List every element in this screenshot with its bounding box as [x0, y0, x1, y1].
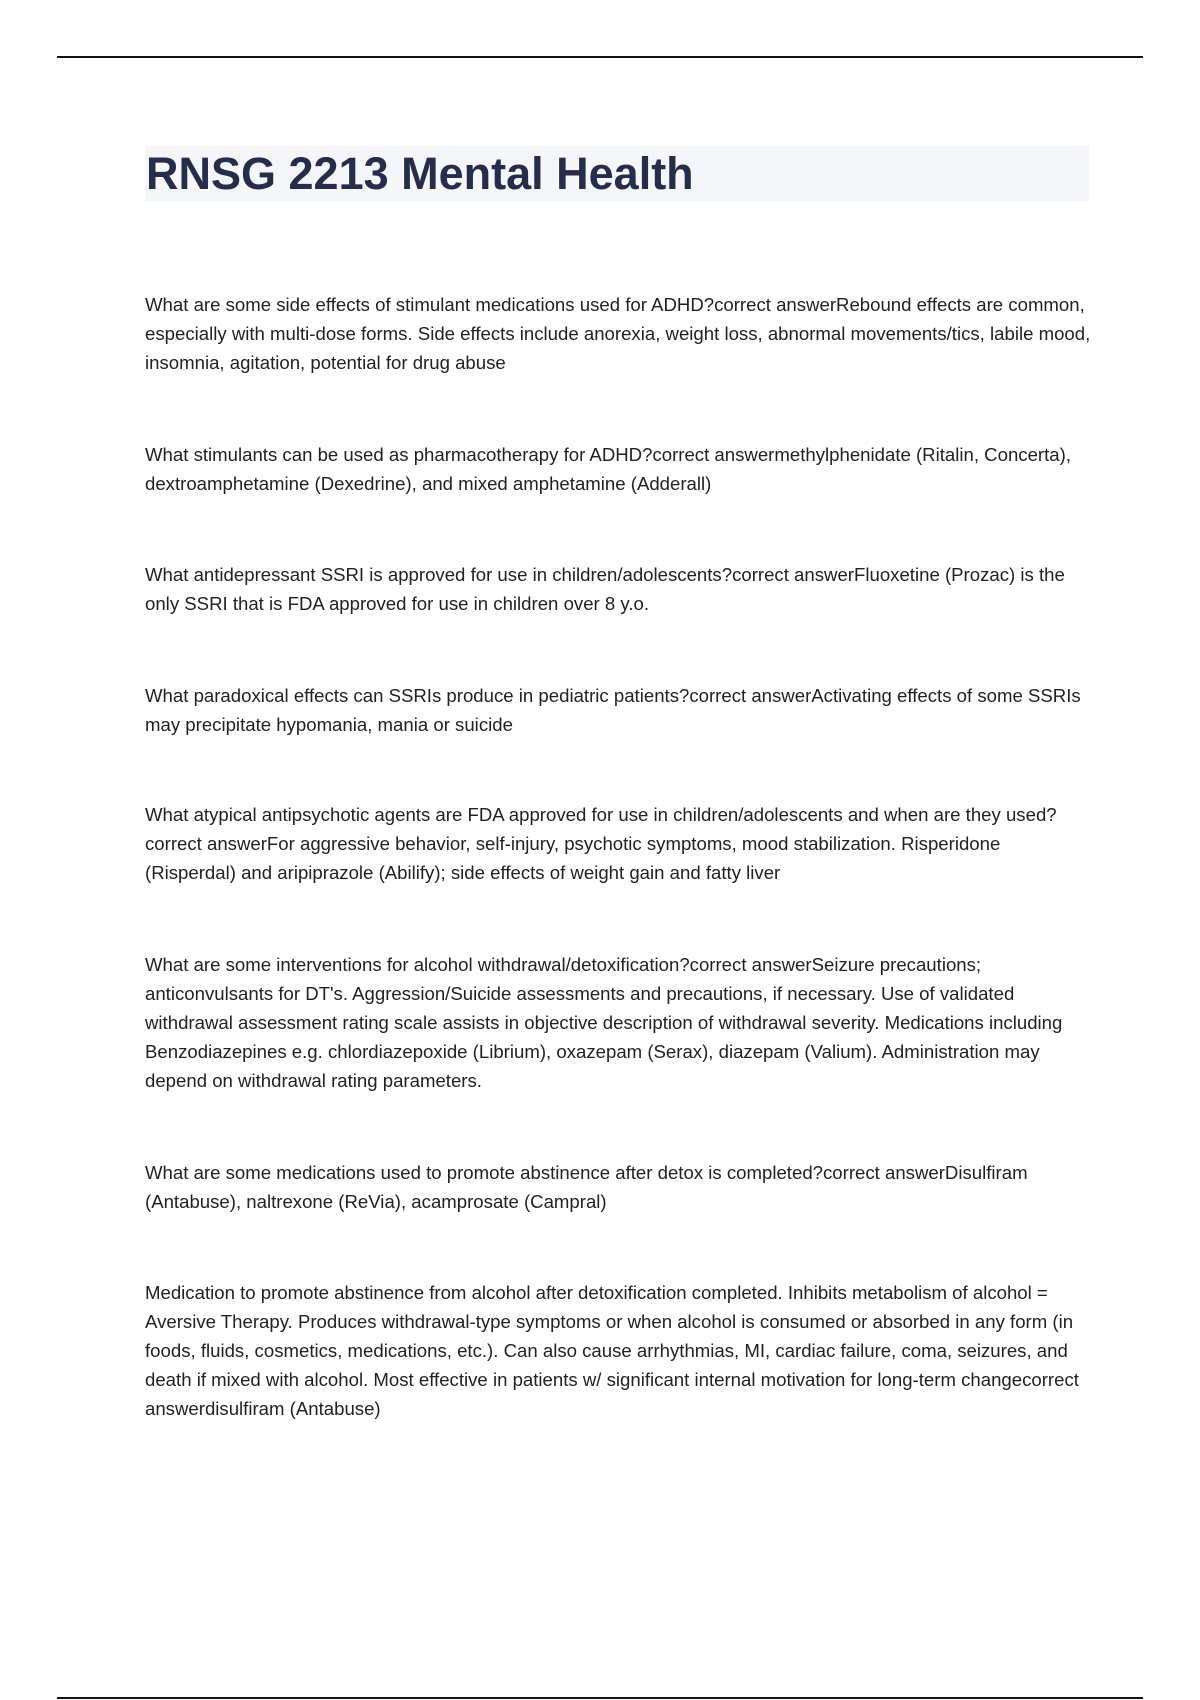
qa-entry-ssri-approved: What antidepressant SSRI is approved for use in children/adolescents?correct answerFluoxetine (Prozac) is the only SSRI that is FDA approved for use in children over 8 y.o. — [145, 564, 1065, 614]
bottom-rule — [57, 1697, 1143, 1699]
qa-entry-alcohol-withdrawal: What are some interventions for alcohol withdrawal/detoxification?correct answerSeizure precautions; anticonvulsants for DT's. Aggression/Suicide assessments and precautions, if necessary. Use of validated withdrawal assessment rating scale assists in objective description of withdrawal severity. Medications including Benzodiazepines e.g. chlordiazepoxide (Librium), oxazepam (Serax), diazepam (Valium). Administration may depend on withdrawal rating parameters. — [145, 954, 1063, 1091]
qa-entry-disulfiram: Medication to promote abstinence from alcohol after detoxification completed. Inhibits metabolism of alcohol = Aversive Therapy. Produces withdrawal-type symptoms or when alcohol is consumed or absorbed in any form (in foods, fluids, cosmetics, medications, etc.). Can also cause arrhythmias, MI, cardiac failure, coma, seizures, and death if mixed with alcohol. Most effective in patients w/ significant internal motivation for long-term changecorrect answerdisulfiram (Antabuse) — [145, 1282, 1079, 1419]
qa-entry-side-effects-stimulants: What are some side effects of stimulant medications used for ADHD?correct answerRebound effects are common, especially with multi-dose forms. Side effects include anorexia, weight loss, abnormal movements/tics, labile mood, insomnia, agitation, potential for drug abuse — [145, 294, 1091, 373]
qa-entry-atypical-antipsychotics: What atypical antipsychotic agents are FDA approved for use in children/adolescents and when are they used?correct answerFor aggressive behavior, self-injury, psychotic symptoms, mood stabilization. Risperidone (Risperdal) and aripiprazole (Abilify); side effects of weight gain and fatty liver — [145, 804, 1057, 883]
qa-entry-ssri-paradoxical: What paradoxical effects can SSRIs produce in pediatric patients?correct answerActivating effects of some SSRIs may precipitate hypomania, mania or suicide — [145, 685, 1081, 735]
document-title: RNSG 2213 Mental Health — [146, 148, 694, 199]
qa-entry-stimulants-pharmacotherapy: What stimulants can be used as pharmacotherapy for ADHD?correct answermethylphenidate (Ritalin, Concerta), dextroamphetamine (Dexedrine), and mixed amphetamine (Adderall) — [145, 444, 1071, 494]
top-rule — [57, 56, 1143, 58]
qa-entry-abstinence-medications: What are some medications used to promote abstinence after detox is completed?correct answerDisulfiram (Antabuse), naltrexone (ReVia), acamprosate (Campral) — [145, 1162, 1028, 1212]
